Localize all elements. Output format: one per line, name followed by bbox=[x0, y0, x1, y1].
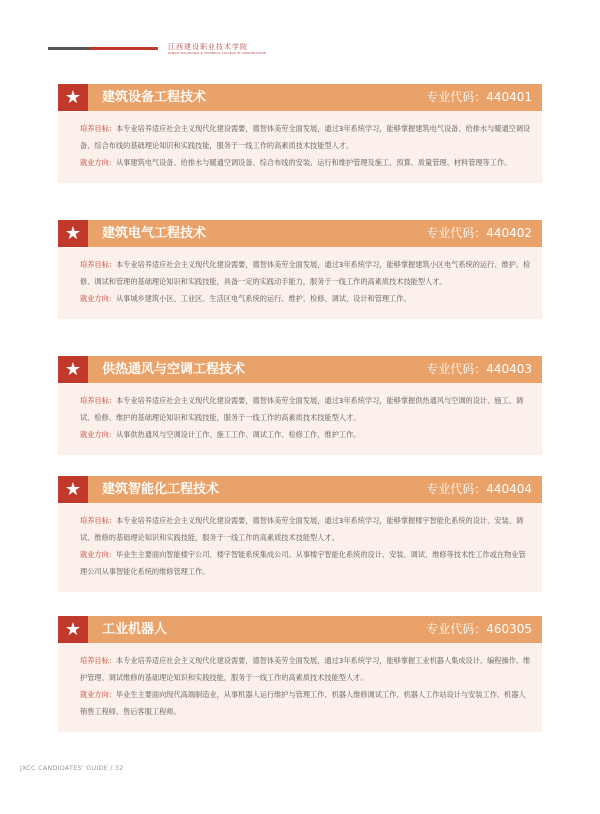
career-paragraph bbox=[80, 426, 532, 443]
section-header bbox=[58, 84, 542, 111]
career-paragraph bbox=[80, 546, 532, 580]
college-logo: 江西建设职业技术学院 bbox=[168, 43, 248, 51]
star-icon: ★ bbox=[58, 84, 88, 111]
star-icon: ★ bbox=[58, 616, 88, 643]
career-paragraph bbox=[80, 686, 532, 720]
goal-paragraph bbox=[80, 256, 532, 290]
section-title: 工业机器人 bbox=[102, 622, 168, 637]
goal-text: 本专业培养适应社会主义现代化建设需要，德智体美劳全面发展，通过3年系统学习，能够掌握建筑小区电气系统的运行、维护、检修、调试和管理的基础理论知识和实践技能，具备一定的实践动手能力，服务于一线工作的高素质技术技能型人才。 bbox=[80, 260, 531, 286]
section-title: 建筑智能化工程技术 bbox=[102, 482, 220, 497]
section-header bbox=[58, 616, 542, 643]
goal-text: 本专业培养适应社会主义现代化建设需要，德智体美劳全面发展，通过3年系统学习，能够掌握建筑电气设备、给排水与暖通空调设备、综合布线的基础理论知识和实践技能，服务于一线工作的高素质技术技能型人才。 bbox=[80, 124, 531, 150]
career-label: 就业方向： bbox=[80, 550, 116, 559]
page-footer: JXCC CANDIDATES' GUIDE / 32 bbox=[20, 764, 124, 772]
major-section bbox=[58, 476, 542, 592]
career-text: 从事供热通风与空调设计工作、施工工作、调试工作、检修工作、维护工作。 bbox=[115, 430, 361, 439]
goal-paragraph bbox=[80, 652, 532, 686]
major-section bbox=[58, 220, 542, 319]
major-section bbox=[58, 84, 542, 183]
goal-paragraph bbox=[80, 392, 532, 426]
section-body bbox=[58, 503, 542, 592]
star-icon: ★ bbox=[58, 356, 88, 383]
goal-label: 培养目标： bbox=[80, 124, 116, 133]
section-header bbox=[58, 356, 542, 383]
career-text: 毕业生主要面向现代高端制造业，从事机器人运行维护与管理工作、机器人维修调试工作、机器人工作站设计与安装工作、机器人销售工程师、售后客服工程师。 bbox=[80, 690, 526, 716]
section-header bbox=[58, 220, 542, 247]
section-body bbox=[58, 383, 542, 455]
career-paragraph bbox=[80, 290, 532, 307]
section-body bbox=[58, 247, 542, 319]
career-label: 就业方向： bbox=[80, 158, 116, 167]
career-text: 从事建筑电气设备、给排水与暖通空调设备、综合布线的安装、运行和维护管理及施工、预算、质量管理、材料管理等工作。 bbox=[115, 158, 512, 167]
major-code: 专业代码：440401 bbox=[426, 90, 532, 104]
major-code: 专业代码：460305 bbox=[426, 622, 532, 636]
career-paragraph bbox=[80, 154, 532, 171]
goal-text: 本专业培养适应社会主义现代化建设需要，德智体美劳全面发展，通过3年系统学习，能够掌握供热通风与空调的设计、施工、调试、检修、维护的基础理论知识和实践技能，服务于一线工作的高素质技术技能型人才。 bbox=[80, 396, 524, 422]
career-text: 从事城乡建筑小区、工业区、生活区电气系统的运行、维护、检修、调试、设计和管理工作。 bbox=[115, 294, 411, 303]
section-title: 供热通风与空调工程技术 bbox=[102, 362, 246, 377]
goal-text: 本专业培养适应社会主义现代化建设需要，德智体美劳全面发展，通过3年系统学习，能够掌握楼宇智能化系统的设计、安装、调试、维修的基础理论知识和实践技能，服务于一线工作的高素质技术技能型人才。 bbox=[80, 516, 524, 542]
college-logo-sub: JIANGXI VOCATIONAL & TECHNICAL COLLEGE OF CONSTRUCTION bbox=[168, 51, 266, 55]
major-section bbox=[58, 356, 542, 455]
star-icon: ★ bbox=[58, 220, 88, 247]
section-body bbox=[58, 111, 542, 183]
career-label: 就业方向： bbox=[80, 430, 116, 439]
career-label: 就业方向： bbox=[80, 294, 116, 303]
career-label: 就业方向： bbox=[80, 690, 116, 699]
goal-label: 培养目标： bbox=[80, 656, 116, 665]
goal-paragraph bbox=[80, 120, 532, 154]
section-header bbox=[58, 476, 542, 503]
goal-text: 本专业培养适应社会主义现代化建设需要，德智体美劳全面发展，通过3年系统学习，能够掌握工业机器人集成设计、编程操作、维护管理、调试维修的基础理论知识和实践技能，服务于一线工作的高素质技术技能型人才。 bbox=[80, 656, 531, 682]
major-code: 专业代码：440404 bbox=[426, 482, 532, 496]
goal-paragraph bbox=[80, 512, 532, 546]
section-title: 建筑电气工程技术 bbox=[102, 226, 207, 241]
top-rule-accent bbox=[90, 47, 158, 50]
section-body bbox=[58, 643, 542, 732]
major-code: 专业代码：440402 bbox=[426, 226, 532, 240]
star-icon: ★ bbox=[58, 476, 88, 503]
career-text: 毕业生主要面向智能楼宇公司、楼宇智能系统集成公司。从事楼宇智能化系统的设计、安装、调试、维修等技术性工作或在物业管理公司从事智能化系统的维修管理工作。 bbox=[80, 550, 526, 576]
major-section bbox=[58, 616, 542, 732]
major-code: 专业代码：440403 bbox=[426, 362, 532, 376]
goal-label: 培养目标： bbox=[80, 260, 116, 269]
goal-label: 培养目标： bbox=[80, 396, 116, 405]
goal-label: 培养目标： bbox=[80, 516, 116, 525]
section-title: 建筑设备工程技术 bbox=[102, 90, 207, 105]
